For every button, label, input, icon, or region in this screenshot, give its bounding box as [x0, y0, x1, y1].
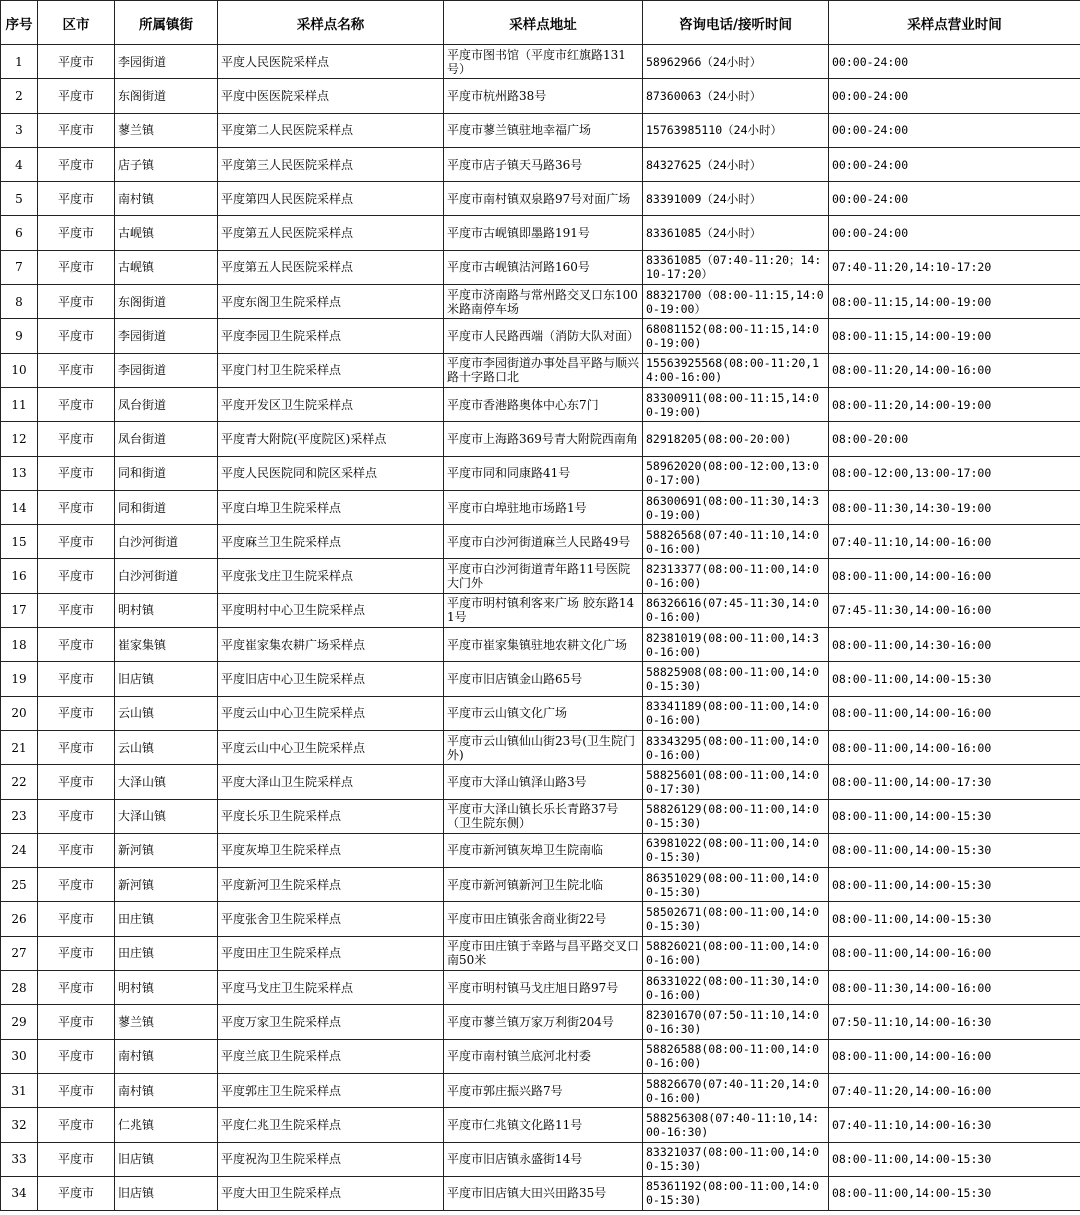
- cell-district: 平度市: [38, 765, 115, 799]
- cell-opening-hours: 00:00-24:00: [829, 182, 1080, 216]
- table-row: [1, 833, 1080, 867]
- cell-index: 18: [1, 628, 38, 662]
- cell-district: 平度市: [38, 147, 115, 181]
- table-row: [1, 353, 1080, 387]
- cell-site-name: 平度第五人民医院采样点: [218, 250, 444, 284]
- cell-site-address: 平度市蓼兰镇驻地幸福广场: [444, 113, 643, 147]
- table-row: [1, 182, 1080, 216]
- cell-site-name: 平度仁兆卫生院采样点: [218, 1108, 444, 1142]
- cell-site-address: 平度市古岘镇即墨路191号: [444, 216, 643, 250]
- cell-site-name: 平度云山中心卫生院采样点: [218, 730, 444, 764]
- cell-site-address: 平度市旧店镇永盛街14号: [444, 1142, 643, 1176]
- cell-phone-hours: 83361085（07:40-11:20；14:10-17:20）: [643, 250, 829, 284]
- cell-index: 12: [1, 422, 38, 456]
- table-row: [1, 559, 1080, 593]
- cell-index: 21: [1, 730, 38, 764]
- cell-phone-hours: 82313377(08:00-11:00,14:00-16:00): [643, 559, 829, 593]
- cell-district: 平度市: [38, 730, 115, 764]
- cell-index: 17: [1, 593, 38, 627]
- cell-index: 7: [1, 250, 38, 284]
- cell-opening-hours: 08:00-11:00,14:00-15:30: [829, 902, 1080, 936]
- cell-town: 云山镇: [115, 696, 218, 730]
- table-row: [1, 868, 1080, 902]
- cell-site-name: 平度万家卫生院采样点: [218, 1005, 444, 1039]
- cell-site-name: 平度张戈庄卫生院采样点: [218, 559, 444, 593]
- cell-phone-hours: 86300691(08:00-11:30,14:30-19:00): [643, 490, 829, 524]
- cell-site-name: 平度白埠卫生院采样点: [218, 490, 444, 524]
- cell-phone-hours: 58962966（24小时）: [643, 45, 829, 79]
- cell-district: 平度市: [38, 902, 115, 936]
- cell-site-address: 平度市白沙河街道麻兰人民路49号: [444, 525, 643, 559]
- cell-opening-hours: 07:40-11:20,14:10-17:20: [829, 250, 1080, 284]
- cell-district: 平度市: [38, 1073, 115, 1107]
- table-row: [1, 1108, 1080, 1142]
- cell-site-address: 平度市香港路奥体中心东7门: [444, 387, 643, 421]
- cell-index: 5: [1, 182, 38, 216]
- cell-index: 15: [1, 525, 38, 559]
- table-row: [1, 1039, 1080, 1073]
- cell-opening-hours: 08:00-20:00: [829, 422, 1080, 456]
- cell-phone-hours: 86331022(08:00-11:30,14:00-16:00): [643, 971, 829, 1005]
- table-row: [1, 45, 1080, 79]
- cell-phone-hours: 63981022(08:00-11:00,14:00-15:30): [643, 833, 829, 867]
- cell-phone-hours: 85361192(08:00-11:00,14:00-15:30): [643, 1176, 829, 1210]
- cell-opening-hours: 07:40-11:10,14:00-16:00: [829, 525, 1080, 559]
- cell-town: 李园街道: [115, 353, 218, 387]
- cell-town: 南村镇: [115, 182, 218, 216]
- cell-district: 平度市: [38, 628, 115, 662]
- cell-phone-hours: 83361085（24小时）: [643, 216, 829, 250]
- cell-site-name: 平度郭庄卫生院采样点: [218, 1073, 444, 1107]
- cell-town: 田庄镇: [115, 902, 218, 936]
- cell-district: 平度市: [38, 1108, 115, 1142]
- table-row: [1, 1142, 1080, 1176]
- cell-opening-hours: 00:00-24:00: [829, 79, 1080, 113]
- cell-index: 13: [1, 456, 38, 490]
- cell-district: 平度市: [38, 422, 115, 456]
- cell-index: 11: [1, 387, 38, 421]
- cell-site-address: 平度市旧店镇大田兴田路35号: [444, 1176, 643, 1210]
- cell-district: 平度市: [38, 456, 115, 490]
- cell-district: 平度市: [38, 593, 115, 627]
- cell-site-address: 平度市大泽山镇泽山路3号: [444, 765, 643, 799]
- cell-opening-hours: 08:00-11:20,14:00-19:00: [829, 387, 1080, 421]
- cell-phone-hours: 87360063（24小时）: [643, 79, 829, 113]
- cell-site-address: 平度市南村镇兰底河北村委: [444, 1039, 643, 1073]
- header-site-name: 采样点名称: [218, 1, 444, 45]
- cell-index: 6: [1, 216, 38, 250]
- cell-site-address: 平度市云山镇仙山街23号(卫生院门外): [444, 730, 643, 764]
- table-row: [1, 936, 1080, 970]
- cell-site-name: 平度长乐卫生院采样点: [218, 799, 444, 833]
- cell-district: 平度市: [38, 799, 115, 833]
- cell-district: 平度市: [38, 1142, 115, 1176]
- cell-site-address: 平度市蓼兰镇万家万利街204号: [444, 1005, 643, 1039]
- cell-site-name: 平度第四人民医院采样点: [218, 182, 444, 216]
- cell-site-address: 平度市崔家集镇驻地农耕文化广场: [444, 628, 643, 662]
- cell-opening-hours: 08:00-11:30,14:00-16:00: [829, 971, 1080, 1005]
- cell-opening-hours: 08:00-11:00,14:00-15:30: [829, 799, 1080, 833]
- cell-site-name: 平度人民医院同和院区采样点: [218, 456, 444, 490]
- cell-phone-hours: 58826568(07:40-11:10,14:00-16:00): [643, 525, 829, 559]
- cell-site-name: 平度田庄卫生院采样点: [218, 936, 444, 970]
- cell-site-name: 平度中医医院采样点: [218, 79, 444, 113]
- table-row: [1, 490, 1080, 524]
- cell-site-name: 平度大泽山卫生院采样点: [218, 765, 444, 799]
- cell-index: 33: [1, 1142, 38, 1176]
- cell-site-address: 平度市上海路369号青大附院西南角: [444, 422, 643, 456]
- cell-town: 大泽山镇: [115, 799, 218, 833]
- cell-site-address: 平度市仁兆镇文化路11号: [444, 1108, 643, 1142]
- cell-index: 8: [1, 285, 38, 319]
- cell-site-address: 平度市南村镇双泉路97号对面广场: [444, 182, 643, 216]
- cell-opening-hours: 07:40-11:20,14:00-16:00: [829, 1073, 1080, 1107]
- cell-phone-hours: 86326616(07:45-11:30,14:00-16:00): [643, 593, 829, 627]
- table-row: [1, 456, 1080, 490]
- cell-opening-hours: 07:40-11:10,14:00-16:30: [829, 1108, 1080, 1142]
- table-row: [1, 216, 1080, 250]
- cell-town: 李园街道: [115, 319, 218, 353]
- cell-district: 平度市: [38, 525, 115, 559]
- cell-town: 同和街道: [115, 456, 218, 490]
- header-town: 所属镇街: [115, 1, 218, 45]
- cell-index: 34: [1, 1176, 38, 1210]
- cell-district: 平度市: [38, 387, 115, 421]
- cell-site-name: 平度张舍卫生院采样点: [218, 902, 444, 936]
- cell-site-address: 平度市明村镇利客来广场 胶东路141号: [444, 593, 643, 627]
- cell-opening-hours: 08:00-11:00,14:00-17:30: [829, 765, 1080, 799]
- cell-town: 东阁街道: [115, 79, 218, 113]
- cell-site-address: 平度市旧店镇金山路65号: [444, 662, 643, 696]
- cell-district: 平度市: [38, 696, 115, 730]
- table-row: [1, 387, 1080, 421]
- cell-district: 平度市: [38, 216, 115, 250]
- cell-index: 27: [1, 936, 38, 970]
- cell-district: 平度市: [38, 1005, 115, 1039]
- cell-index: 19: [1, 662, 38, 696]
- cell-opening-hours: 08:00-11:20,14:00-16:00: [829, 353, 1080, 387]
- cell-district: 平度市: [38, 559, 115, 593]
- cell-site-name: 平度第二人民医院采样点: [218, 113, 444, 147]
- cell-site-address: 平度市白沙河街道青年路11号医院大门外: [444, 559, 643, 593]
- cell-site-name: 平度灰埠卫生院采样点: [218, 833, 444, 867]
- cell-site-name: 平度开发区卫生院采样点: [218, 387, 444, 421]
- cell-site-name: 平度大田卫生院采样点: [218, 1176, 444, 1210]
- cell-index: 24: [1, 833, 38, 867]
- cell-site-name: 平度人民医院采样点: [218, 45, 444, 79]
- cell-index: 16: [1, 559, 38, 593]
- cell-opening-hours: 00:00-24:00: [829, 45, 1080, 79]
- cell-opening-hours: 08:00-11:15,14:00-19:00: [829, 285, 1080, 319]
- table-row: [1, 765, 1080, 799]
- cell-town: 蓼兰镇: [115, 113, 218, 147]
- cell-town: 旧店镇: [115, 662, 218, 696]
- cell-opening-hours: 08:00-11:00,14:00-16:00: [829, 730, 1080, 764]
- cell-index: 32: [1, 1108, 38, 1142]
- cell-district: 平度市: [38, 868, 115, 902]
- cell-site-address: 平度市大泽山镇长乐长青路37号（卫生院东侧）: [444, 799, 643, 833]
- cell-opening-hours: 08:00-11:15,14:00-19:00: [829, 319, 1080, 353]
- cell-district: 平度市: [38, 319, 115, 353]
- cell-town: 新河镇: [115, 833, 218, 867]
- cell-phone-hours: 83391009（24小时）: [643, 182, 829, 216]
- cell-phone-hours: 15563925568(08:00-11:20,14:00-16:00): [643, 353, 829, 387]
- cell-phone-hours: 58826021(08:00-11:00,14:00-16:00): [643, 936, 829, 970]
- cell-town: 古岘镇: [115, 216, 218, 250]
- cell-index: 22: [1, 765, 38, 799]
- table-row: [1, 696, 1080, 730]
- cell-phone-hours: 588256308(07:40-11:10,14:00-16:30): [643, 1108, 829, 1142]
- table-row: [1, 662, 1080, 696]
- cell-town: 旧店镇: [115, 1142, 218, 1176]
- cell-town: 大泽山镇: [115, 765, 218, 799]
- cell-town: 南村镇: [115, 1073, 218, 1107]
- cell-town: 蓼兰镇: [115, 1005, 218, 1039]
- cell-town: 凤台街道: [115, 387, 218, 421]
- cell-phone-hours: 58826588(08:00-11:00,14:00-16:00): [643, 1039, 829, 1073]
- cell-site-address: 平度市云山镇文化广场: [444, 696, 643, 730]
- cell-site-name: 平度祝沟卫生院采样点: [218, 1142, 444, 1176]
- cell-town: 东阁街道: [115, 285, 218, 319]
- cell-phone-hours: 84327625（24小时）: [643, 147, 829, 181]
- cell-town: 凤台街道: [115, 422, 218, 456]
- cell-opening-hours: 00:00-24:00: [829, 113, 1080, 147]
- cell-site-address: 平度市田庄镇张舍商业街22号: [444, 902, 643, 936]
- cell-town: 南村镇: [115, 1039, 218, 1073]
- cell-index: 25: [1, 868, 38, 902]
- cell-town: 仁兆镇: [115, 1108, 218, 1142]
- cell-index: 30: [1, 1039, 38, 1073]
- cell-phone-hours: 58825908(08:00-11:00,14:00-15:30): [643, 662, 829, 696]
- cell-phone-hours: 15763985110（24小时）: [643, 113, 829, 147]
- cell-town: 崔家集镇: [115, 628, 218, 662]
- cell-index: 3: [1, 113, 38, 147]
- table-row: [1, 628, 1080, 662]
- cell-opening-hours: 08:00-11:00,14:00-15:30: [829, 1176, 1080, 1210]
- cell-index: 4: [1, 147, 38, 181]
- cell-phone-hours: 58962020(08:00-12:00,13:00-17:00): [643, 456, 829, 490]
- cell-site-name: 平度云山中心卫生院采样点: [218, 696, 444, 730]
- cell-phone-hours: 58826670(07:40-11:20,14:00-16:00): [643, 1073, 829, 1107]
- cell-phone-hours: 58826129(08:00-11:00,14:00-15:30): [643, 799, 829, 833]
- cell-index: 2: [1, 79, 38, 113]
- cell-district: 平度市: [38, 353, 115, 387]
- cell-opening-hours: 08:00-11:30,14:30-19:00: [829, 490, 1080, 524]
- table-header: [1, 1, 1080, 45]
- cell-opening-hours: 08:00-11:00,14:00-16:00: [829, 696, 1080, 730]
- header-district: 区市: [38, 1, 115, 45]
- cell-phone-hours: 68081152(08:00-11:15,14:00-19:00): [643, 319, 829, 353]
- cell-site-name: 平度麻兰卫生院采样点: [218, 525, 444, 559]
- cell-site-name: 平度李园卫生院采样点: [218, 319, 444, 353]
- cell-site-address: 平度市李园街道办事处昌平路与顺兴路十字路口北: [444, 353, 643, 387]
- table-row: [1, 971, 1080, 1005]
- cell-opening-hours: 08:00-11:00,14:00-15:30: [829, 1142, 1080, 1176]
- cell-phone-hours: 58825601(08:00-11:00,14:00-17:30): [643, 765, 829, 799]
- cell-site-address: 平度市明村镇马戈庄旭日路97号: [444, 971, 643, 1005]
- cell-opening-hours: 07:50-11:10,14:00-16:30: [829, 1005, 1080, 1039]
- cell-site-address: 平度市白埠驻地市场路1号: [444, 490, 643, 524]
- cell-district: 平度市: [38, 45, 115, 79]
- cell-site-name: 平度马戈庄卫生院采样点: [218, 971, 444, 1005]
- cell-site-address: 平度市田庄镇于幸路与昌平路交叉口南50米: [444, 936, 643, 970]
- cell-site-name: 平度第五人民医院采样点: [218, 216, 444, 250]
- cell-town: 明村镇: [115, 593, 218, 627]
- cell-index: 1: [1, 45, 38, 79]
- cell-site-name: 平度门村卫生院采样点: [218, 353, 444, 387]
- cell-district: 平度市: [38, 490, 115, 524]
- cell-district: 平度市: [38, 285, 115, 319]
- cell-site-address: 平度市郭庄振兴路7号: [444, 1073, 643, 1107]
- cell-town: 云山镇: [115, 730, 218, 764]
- cell-site-address: 平度市同和同康路41号: [444, 456, 643, 490]
- table-row: [1, 902, 1080, 936]
- cell-town: 旧店镇: [115, 1176, 218, 1210]
- cell-site-name: 平度崔家集农耕广场采样点: [218, 628, 444, 662]
- cell-phone-hours: 83321037(08:00-11:00,14:00-15:30): [643, 1142, 829, 1176]
- table-body: [1, 45, 1080, 1211]
- cell-district: 平度市: [38, 113, 115, 147]
- table-row: [1, 1005, 1080, 1039]
- cell-index: 14: [1, 490, 38, 524]
- table-row: [1, 422, 1080, 456]
- cell-opening-hours: 08:00-11:00,14:00-16:00: [829, 1039, 1080, 1073]
- cell-site-address: 平度市新河镇新河卫生院北临: [444, 868, 643, 902]
- cell-site-address: 平度市济南路与常州路交叉口东100米路南停车场: [444, 285, 643, 319]
- table-row: [1, 113, 1080, 147]
- cell-opening-hours: 08:00-11:00,14:00-15:30: [829, 833, 1080, 867]
- cell-site-name: 平度第三人民医院采样点: [218, 147, 444, 181]
- cell-index: 9: [1, 319, 38, 353]
- header-phone-hours: 咨询电话/接听时间: [643, 1, 829, 45]
- cell-index: 26: [1, 902, 38, 936]
- cell-opening-hours: 00:00-24:00: [829, 147, 1080, 181]
- cell-town: 新河镇: [115, 868, 218, 902]
- table-row: [1, 147, 1080, 181]
- cell-index: 31: [1, 1073, 38, 1107]
- cell-opening-hours: 08:00-11:00,14:00-16:00: [829, 936, 1080, 970]
- cell-phone-hours: 82301670(07:50-11:10,14:00-16:30): [643, 1005, 829, 1039]
- cell-town: 李园街道: [115, 45, 218, 79]
- cell-site-address: 平度市人民路西端（消防大队对面）: [444, 319, 643, 353]
- cell-district: 平度市: [38, 1039, 115, 1073]
- cell-district: 平度市: [38, 833, 115, 867]
- cell-district: 平度市: [38, 936, 115, 970]
- cell-opening-hours: 08:00-11:00,14:30-16:00: [829, 628, 1080, 662]
- cell-phone-hours: 83300911(08:00-11:15,14:00-19:00): [643, 387, 829, 421]
- cell-site-name: 平度旧店中心卫生院采样点: [218, 662, 444, 696]
- cell-site-address: 平度市杭州路38号: [444, 79, 643, 113]
- cell-town: 同和街道: [115, 490, 218, 524]
- table-row: [1, 250, 1080, 284]
- cell-town: 明村镇: [115, 971, 218, 1005]
- cell-town: 白沙河街道: [115, 525, 218, 559]
- header-site-address: 采样点地址: [444, 1, 643, 45]
- cell-site-name: 平度新河卫生院采样点: [218, 868, 444, 902]
- cell-district: 平度市: [38, 1176, 115, 1210]
- cell-town: 店子镇: [115, 147, 218, 181]
- cell-opening-hours: 07:45-11:30,14:00-16:00: [829, 593, 1080, 627]
- cell-opening-hours: 00:00-24:00: [829, 216, 1080, 250]
- cell-phone-hours: 86351029(08:00-11:00,14:00-15:30): [643, 868, 829, 902]
- cell-town: 古岘镇: [115, 250, 218, 284]
- table-row: [1, 1073, 1080, 1107]
- cell-site-name: 平度青大附院(平度院区)采样点: [218, 422, 444, 456]
- table-row: [1, 525, 1080, 559]
- cell-district: 平度市: [38, 971, 115, 1005]
- cell-site-name: 平度明村中心卫生院采样点: [218, 593, 444, 627]
- cell-district: 平度市: [38, 662, 115, 696]
- cell-opening-hours: 08:00-11:00,14:00-15:30: [829, 868, 1080, 902]
- cell-phone-hours: 58502671(08:00-11:00,14:00-15:30): [643, 902, 829, 936]
- cell-site-name: 平度东阁卫生院采样点: [218, 285, 444, 319]
- table-row: [1, 79, 1080, 113]
- cell-opening-hours: 08:00-11:00,14:00-16:00: [829, 559, 1080, 593]
- cell-opening-hours: 08:00-11:00,14:00-15:30: [829, 662, 1080, 696]
- cell-index: 28: [1, 971, 38, 1005]
- cell-site-address: 平度市古岘镇沽河路160号: [444, 250, 643, 284]
- table-row: [1, 593, 1080, 627]
- cell-site-address: 平度市图书馆（平度市红旗路131号）: [444, 45, 643, 79]
- cell-district: 平度市: [38, 250, 115, 284]
- cell-site-address: 平度市新河镇灰埠卫生院南临: [444, 833, 643, 867]
- cell-site-address: 平度市店子镇天马路36号: [444, 147, 643, 181]
- cell-index: 10: [1, 353, 38, 387]
- table-row: [1, 1176, 1080, 1210]
- cell-opening-hours: 08:00-12:00,13:00-17:00: [829, 456, 1080, 490]
- cell-phone-hours: 83343295(08:00-11:00,14:00-16:00): [643, 730, 829, 764]
- cell-town: 白沙河街道: [115, 559, 218, 593]
- table-row: [1, 319, 1080, 353]
- cell-phone-hours: 83341189(08:00-11:00,14:00-16:00): [643, 696, 829, 730]
- cell-phone-hours: 82381019(08:00-11:00,14:30-16:00): [643, 628, 829, 662]
- cell-phone-hours: 88321700（08:00-11:15,14:00-19:00）: [643, 285, 829, 319]
- table-row: [1, 285, 1080, 319]
- cell-district: 平度市: [38, 79, 115, 113]
- cell-phone-hours: 82918205(08:00-20:00): [643, 422, 829, 456]
- cell-index: 29: [1, 1005, 38, 1039]
- header-row: [1, 1, 1080, 45]
- header-opening-hours: 采样点营业时间: [829, 1, 1080, 45]
- cell-town: 田庄镇: [115, 936, 218, 970]
- cell-index: 20: [1, 696, 38, 730]
- header-index: 序号: [1, 1, 38, 45]
- cell-site-name: 平度兰底卫生院采样点: [218, 1039, 444, 1073]
- table-row: [1, 730, 1080, 764]
- cell-district: 平度市: [38, 182, 115, 216]
- table-row: [1, 799, 1080, 833]
- cell-index: 23: [1, 799, 38, 833]
